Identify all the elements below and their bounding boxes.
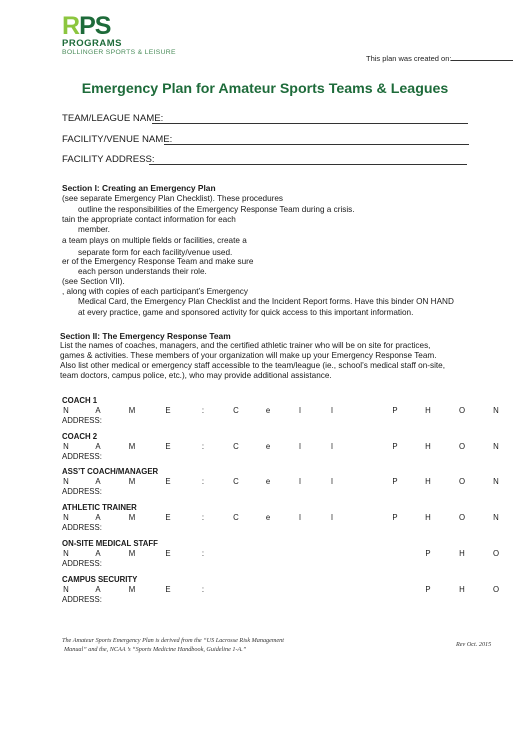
section1-line: er of the Emergency Response Team and make sure: [62, 257, 254, 266]
name-cell-letter[interactable]: O: [458, 513, 466, 522]
name-cell-letter[interactable]: A: [95, 513, 101, 522]
section1-line: a team plays on multiple fields or facilities, create a: [62, 236, 247, 245]
name-cell-letter[interactable]: :: [201, 442, 205, 451]
footer-note: [62, 636, 284, 654]
logo-ps: PS: [79, 12, 111, 40]
name-cell-letter[interactable]: N: [63, 442, 69, 451]
name-cell-letter[interactable]: H: [425, 477, 431, 486]
name-cell-letter[interactable]: A: [95, 442, 101, 451]
name-cell-letter[interactable]: N: [63, 549, 69, 558]
name-cell-letter[interactable]: C: [233, 406, 239, 415]
name-cell-letter[interactable]: H: [425, 513, 431, 522]
name-cell-letter[interactable]: P: [392, 477, 398, 486]
section2-line: Also list other medical or emergency staff accessible to the team/league (ie., school’s medical staff on-site,: [60, 361, 445, 370]
section1-line: (see separate Emergency Plan Checklist). These procedures: [62, 194, 284, 203]
name-cell-letter[interactable]: A: [95, 477, 101, 486]
name-cell-letter[interactable]: O: [458, 442, 466, 451]
name-cell-letter[interactable]: O: [458, 406, 466, 415]
section1-heading: Section I: Creating an Emergency Plan: [62, 183, 216, 193]
name-cell-letter[interactable]: E: [165, 585, 171, 594]
address-label[interactable]: ADDRESS:: [62, 416, 102, 425]
name-cell-letter[interactable]: P: [392, 513, 398, 522]
created-line[interactable]: [451, 52, 513, 61]
name-cell-letter[interactable]: M: [128, 477, 136, 486]
team-league-field: [62, 113, 163, 124]
name-cell-letter[interactable]: l: [331, 513, 333, 522]
name-cell-letter[interactable]: H: [459, 549, 465, 558]
name-cell-letter[interactable]: E: [165, 549, 171, 558]
section1-line: outline the responsibilities of the Emergency Response Team during a crisis.: [78, 205, 355, 214]
field-label: FACILITY ADDRESS:: [62, 154, 155, 165]
section1-line: at every practice, game and sponsored activity for quick access to this important information.: [78, 308, 414, 317]
name-cell-letter[interactable]: O: [458, 477, 466, 486]
address-label[interactable]: ADDRESS:: [62, 523, 102, 532]
name-cell-letter[interactable]: N: [493, 406, 499, 415]
section1-line: separate form for each facility/venue used.: [78, 248, 233, 257]
name-cell-letter[interactable]: N: [493, 513, 499, 522]
name-cell-letter[interactable]: e: [265, 513, 271, 522]
name-cell-letter[interactable]: M: [128, 513, 136, 522]
name-cell-letter[interactable]: P: [392, 442, 398, 451]
facility-venue-line[interactable]: [164, 144, 469, 145]
name-cell-letter[interactable]: A: [95, 549, 101, 558]
role-title: ATHLETIC TRAINER: [62, 503, 137, 512]
name-cell-letter[interactable]: M: [128, 442, 136, 451]
name-cell-letter[interactable]: A: [95, 585, 101, 594]
name-cell-letter[interactable]: H: [425, 442, 431, 451]
section1-line: (see Section VII).: [62, 277, 125, 286]
footer-line: The Amateur Sports Emergency Plan is derived from the “US Lacrosse Risk Management: [62, 637, 284, 644]
name-cell-letter[interactable]: l: [331, 442, 333, 451]
team-league-line[interactable]: [152, 123, 468, 124]
name-cell-letter[interactable]: l: [331, 406, 333, 415]
section2-heading: Section II: The Emergency Response Team: [60, 331, 231, 341]
name-cell-letter[interactable]: E: [165, 406, 171, 415]
role-title: CAMPUS SECURITY: [62, 575, 138, 584]
name-cell-letter[interactable]: l: [299, 513, 301, 522]
name-cell-letter[interactable]: :: [201, 477, 205, 486]
section2-line: team doctors, campus police, etc.), who may provide additional assistance.: [60, 371, 332, 380]
facility-address-line[interactable]: [149, 164, 467, 165]
name-cell-letter[interactable]: A: [95, 406, 101, 415]
footer-line: Manual” and the, NCAA ’s “Sports Medicine Handbook, Guideline 1-A.”: [64, 646, 247, 653]
name-cell-letter[interactable]: O: [492, 549, 500, 558]
name-cell-letter[interactable]: :: [201, 513, 205, 522]
address-label[interactable]: ADDRESS:: [62, 452, 102, 461]
section1-line: tain the appropriate contact information for each: [62, 215, 236, 224]
name-cell-letter[interactable]: E: [165, 442, 171, 451]
name-cell-letter[interactable]: N: [63, 513, 69, 522]
name-cell-letter[interactable]: C: [233, 513, 239, 522]
facility-address-field: [62, 154, 155, 165]
section2-line: games & activities. These members of your organization will make up your Emergency Response Team.: [60, 351, 437, 360]
section1-line: Medical Card, the Emergency Plan Checklist and the Incident Report forms. Have this binder ON HAND: [78, 297, 454, 306]
name-cell-letter[interactable]: N: [493, 442, 499, 451]
name-cell-letter[interactable]: O: [492, 585, 500, 594]
name-cell-letter[interactable]: H: [425, 406, 431, 415]
field-label: FACILITY/VENUE NAME:: [62, 134, 173, 145]
address-label[interactable]: ADDRESS:: [62, 595, 102, 604]
name-cell-letter[interactable]: P: [425, 549, 431, 558]
name-cell-letter[interactable]: e: [265, 406, 271, 415]
name-cell-letter[interactable]: P: [392, 406, 398, 415]
name-cell-letter[interactable]: :: [201, 549, 205, 558]
revision: Rev Oct. 2015: [456, 641, 492, 648]
logo-programs: PROGRAMS: [62, 38, 122, 49]
name-cell-letter[interactable]: N: [63, 406, 69, 415]
created-on: [366, 52, 513, 63]
name-cell-letter[interactable]: l: [331, 477, 333, 486]
section1-line: each person understands their role.: [78, 267, 207, 276]
name-cell-letter[interactable]: P: [425, 585, 431, 594]
name-cell-letter[interactable]: l: [299, 477, 301, 486]
name-cell-letter[interactable]: :: [201, 406, 205, 415]
name-cell-letter[interactable]: M: [128, 585, 136, 594]
name-cell-letter[interactable]: C: [233, 442, 239, 451]
name-cell-letter[interactable]: N: [63, 585, 69, 594]
name-cell-letter[interactable]: :: [201, 585, 205, 594]
logo-r: R: [62, 12, 80, 40]
name-cell-letter[interactable]: E: [165, 513, 171, 522]
name-cell-letter[interactable]: N: [63, 477, 69, 486]
name-cell-letter[interactable]: e: [265, 477, 271, 486]
address-label[interactable]: ADDRESS:: [62, 487, 102, 496]
role-title: ASS’T COACH/MANAGER: [62, 467, 159, 476]
section2-line: List the names of coaches, managers, and the certified athletic trainer who will be on site for practices,: [60, 341, 431, 350]
page-title: Emergency Plan for Amateur Sports Teams & Leagues: [81, 81, 449, 97]
name-cell-letter[interactable]: l: [299, 406, 301, 415]
section1-line: , along with copies of each participant’s Emergency: [62, 287, 248, 296]
name-cell-letter[interactable]: M: [128, 406, 136, 415]
role-title: COACH 2: [62, 432, 98, 441]
name-cell-letter[interactable]: C: [233, 477, 239, 486]
name-cell-letter[interactable]: E: [165, 477, 171, 486]
role-title: ON-SITE MEDICAL STAFF: [62, 539, 158, 548]
field-label: TEAM/LEAGUE NAME:: [62, 113, 164, 124]
name-cell-letter[interactable]: H: [459, 585, 465, 594]
role-title: COACH 1: [62, 396, 98, 405]
rps-logo: [62, 14, 110, 39]
section1-line: member.: [78, 225, 110, 234]
name-cell-letter[interactable]: l: [299, 442, 301, 451]
name-cell-letter[interactable]: e: [265, 442, 271, 451]
facility-venue-field: [62, 134, 172, 145]
logo-subtitle: BOLLINGER SPORTS & LEISURE: [62, 49, 176, 56]
name-cell-letter[interactable]: M: [128, 549, 136, 558]
created-label: This plan was created on:: [366, 54, 452, 63]
address-label[interactable]: ADDRESS:: [62, 559, 102, 568]
name-cell-letter[interactable]: N: [493, 477, 499, 486]
